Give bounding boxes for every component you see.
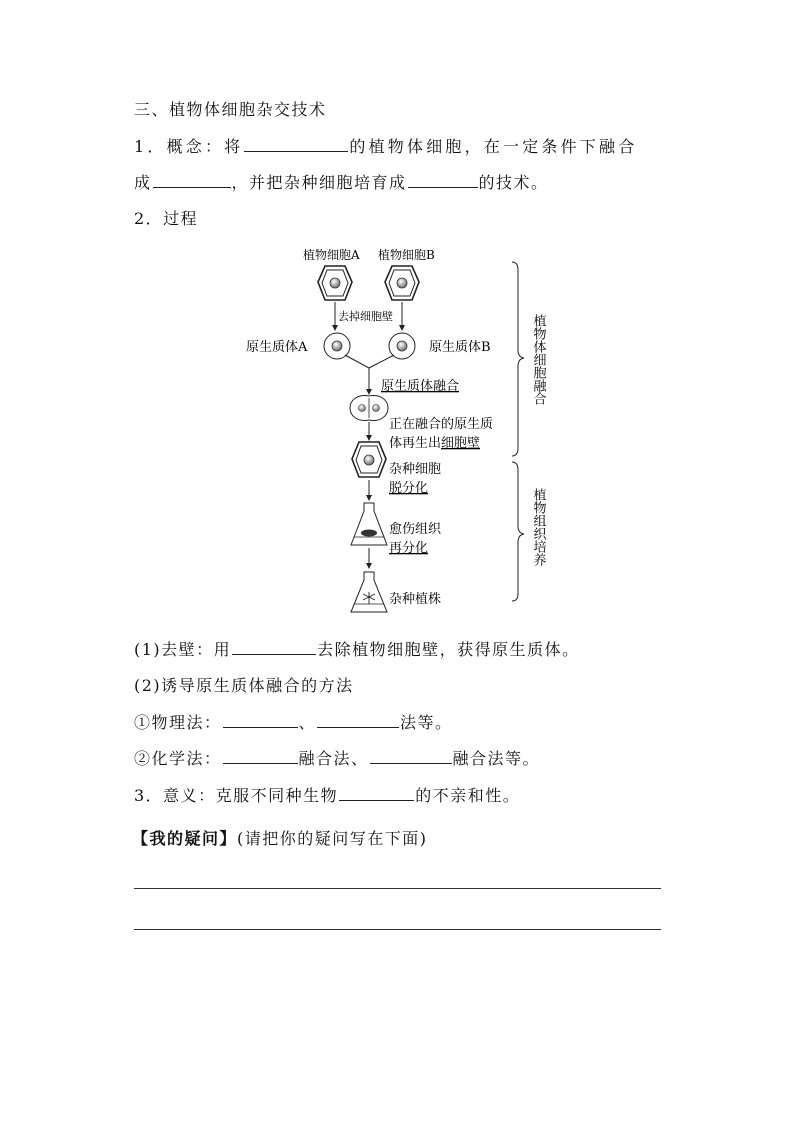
meaning <box>134 786 520 806</box>
concept-label: 1．概念：将 <box>134 137 244 156</box>
section-title: 三、植物体细胞杂交技术 <box>134 100 327 119</box>
chemical-method <box>134 749 540 769</box>
chemical-mid: 融合法、 <box>298 749 369 768</box>
concept-end: 的技术。 <box>478 173 549 192</box>
chemical-end: 融合法等。 <box>452 749 541 768</box>
meaning-end: 的不亲和性。 <box>415 786 521 805</box>
blank-chemical-2[interactable] <box>370 749 452 764</box>
brace-top-label: 植物体细胞融合 <box>530 314 546 405</box>
fusion-label: 原生质体融合 <box>381 379 460 394</box>
brace-bottom <box>512 462 524 601</box>
answer-line-2[interactable] <box>134 929 661 930</box>
callus-label: 愈伤组织 <box>389 522 442 537</box>
dediff-label: 脱分化 <box>389 481 429 496</box>
regen-wall-text: 细胞壁 <box>441 436 481 451</box>
meaning-start: 3．意义：克服不同种生物 <box>134 786 339 805</box>
regen-line-2 <box>389 435 480 451</box>
protoplast-a-label: 原生质体A <box>246 340 308 355</box>
cell-a-label: 植物细胞A <box>303 248 360 262</box>
question-heading <box>132 829 428 849</box>
hybrid-cell-label: 杂种细胞 <box>389 462 442 477</box>
item-2: (2)诱导原生质体融合的方法 <box>134 676 354 695</box>
brace-top <box>512 262 524 456</box>
blank-physical-1[interactable] <box>223 713 298 728</box>
chemical-start: ②化学法： <box>134 749 222 768</box>
blank-enzyme[interactable] <box>232 640 316 655</box>
process-label: 2．过程 <box>134 209 199 228</box>
item1-start: (1)去壁：用 <box>134 640 232 659</box>
plant-cell-b-icon <box>385 266 419 300</box>
physical-method <box>134 713 453 733</box>
concept-mid1: 的植物体细胞，在一定条件下融合 <box>349 137 638 156</box>
concept-line2-start: 成 <box>134 173 152 192</box>
hybrid-plant-flask-icon <box>351 572 387 612</box>
plant-cell-a-icon <box>318 266 352 300</box>
protoplast-b-label: 原生质体B <box>429 340 491 355</box>
hybrid-plant-label: 杂种植株 <box>389 592 442 607</box>
regen-line-1: 正在融合的原生质 <box>389 417 494 432</box>
brace-bottom-label: 植物组织培养 <box>530 488 546 566</box>
blank-meaning[interactable] <box>339 786 414 801</box>
callus-flask-icon <box>351 503 387 545</box>
fusing-protoplast-icon <box>350 396 388 421</box>
physical-end: 法等。 <box>400 713 453 732</box>
question-note: (请把你的疑问写在下面) <box>237 829 428 848</box>
question-title: 【我的疑问】 <box>132 829 238 848</box>
answer-line-1[interactable] <box>134 888 661 889</box>
cell-b-label: 植物细胞B <box>378 248 435 262</box>
remove-wall-label: 去掉细胞壁 <box>338 310 393 323</box>
blank-chemical-1[interactable] <box>223 749 298 764</box>
blank-physical-2[interactable] <box>317 713 399 728</box>
rediff-label: 再分化 <box>389 541 429 556</box>
item1-end: 去除植物细胞壁，获得原生质体。 <box>317 640 580 659</box>
physical-sep: 、 <box>298 713 317 732</box>
concept-mid2: ，并把杂种细胞培育成 <box>231 173 407 192</box>
regen-text: 体再生出 <box>389 436 442 451</box>
item-1 <box>134 640 580 660</box>
physical-start: ①物理法： <box>134 713 222 732</box>
hybrid-cell-icon <box>352 442 386 477</box>
